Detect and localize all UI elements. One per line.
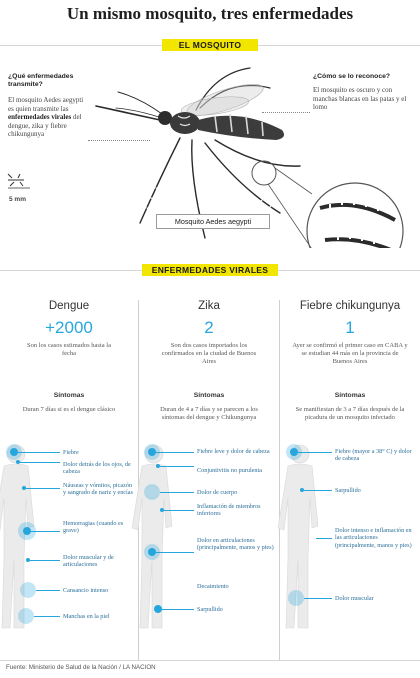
symptom-label: Sarpullido: [197, 606, 223, 613]
symptom-label: Dolor en articulaciones (principalmente, manos y pies): [197, 537, 274, 552]
symptom-marker-halo: [144, 484, 160, 500]
dengue-symptoms-description: Duran 7 días si es el dengue clásico: [22, 406, 116, 413]
proboscis: [96, 106, 160, 120]
symptom-label: Hemorragias (cuando es grave): [63, 520, 124, 535]
chikungunya-title: Fiebre chikungunya: [299, 300, 401, 312]
leader-line: [34, 616, 60, 617]
antenna: [118, 92, 162, 114]
symptom-label: Dolor muscular: [335, 595, 374, 602]
mosquito-thorax: [170, 112, 200, 134]
symptom-label: Dolor intenso e inflamación en las articulaciones (principalmente, manos y pies): [335, 527, 412, 549]
leader-line: [164, 510, 194, 511]
symptom-marker: [23, 527, 31, 535]
leader-line: [304, 598, 332, 599]
symptom-label: Manchas en la piel: [63, 613, 110, 620]
symptom-marker: [154, 605, 162, 613]
leader-line: [160, 466, 194, 467]
mosquito-head: [158, 111, 172, 125]
zoom-source-circle: [252, 161, 276, 185]
chikungunya-case-count: 1: [345, 318, 355, 337]
source-note: Fuente: Ministerio de Salud de la Nación / LA NACION: [6, 664, 156, 671]
symptom-marker: [148, 548, 156, 556]
symptom-marker-halo: [18, 608, 34, 624]
symptom-label: Conjuntivitis no purulenta: [197, 467, 262, 474]
leader-line: [156, 452, 194, 453]
symptom-marker: [290, 448, 298, 456]
scale-label: 5 mm: [9, 196, 26, 203]
leader-line: [298, 452, 332, 453]
leader-line: [18, 452, 60, 453]
mosquito-abdomen: [198, 116, 284, 140]
leader-line: [160, 492, 194, 493]
symptom-label: Fiebre (mayor a 38° C) y dolor de cabeza: [335, 448, 412, 463]
symptom-label: Sarpullido: [335, 487, 361, 494]
body-silhouette-zika: [132, 445, 172, 628]
symptom-label: Fiebre leve y dolor de cabeza: [197, 448, 270, 455]
dengue-description: Son los casos estimados hasta la fecha: [27, 342, 111, 357]
leader-line: [36, 590, 60, 591]
dengue-case-count: +2000: [45, 318, 93, 337]
leg: [140, 138, 180, 223]
symptom-label: Dolor de cuerpo: [197, 489, 238, 496]
symptom-label: Dolor detrás de los ojos, de cabeza: [63, 461, 131, 476]
zika-symptoms-heading: Síntomas: [193, 392, 225, 399]
left-description: El mosquito Aedes aegypti es quien transmite las enfermedades virales del dengue, zika y fiebre chikungunya: [8, 96, 84, 139]
zika-case-count: 2: [204, 318, 214, 337]
right-question: ¿Cómo se lo reconoce?: [313, 73, 391, 80]
dengue-symptoms-heading: Síntomas: [53, 392, 85, 399]
leader-line: [31, 531, 60, 532]
symptom-label: Cansancio intenso: [63, 587, 109, 594]
mosquito-banner: EL MOSQUITO: [162, 39, 258, 51]
zika-symptoms-description: Duran de 4 a 7 días y se parecen a los síntomas del dengue y Chikungunya: [160, 406, 258, 421]
right-description: El mosquito es oscuro y con manchas blancas en las patas y el lomo: [313, 86, 407, 112]
scale-mosquito: [8, 174, 24, 186]
symptom-label: Dolor muscular y de articulaciones: [63, 554, 114, 569]
leg: [215, 140, 300, 166]
leader-line: [156, 552, 194, 553]
symptom-label: Náuseas y vómitos, picazón y sangrado de nariz y encías: [63, 482, 133, 497]
dengue-title: Dengue: [48, 300, 90, 312]
symptom-marker: [10, 448, 18, 456]
chikungunya-symptoms-heading: Síntomas: [334, 392, 366, 399]
leader-line: [162, 609, 194, 610]
symptom-marker-halo: [20, 582, 36, 598]
symptom-marker-halo: [288, 590, 304, 606]
leader-line: [304, 490, 332, 491]
leader-line: [20, 462, 60, 463]
diseases-banner: ENFERMEDADES VIRALES: [142, 264, 278, 276]
symptom-marker: [148, 448, 156, 456]
divider: [0, 660, 420, 661]
image-caption: Mosquito Aedes aegypti: [156, 214, 270, 229]
leg: [205, 143, 280, 213]
chikungunya-description: Ayer se confirmó el primer caso en CABA y se estudian 44 más en la provincia de Buenos Aires: [292, 342, 408, 365]
symptom-label: Decaimiento: [197, 583, 229, 590]
leader-line: [30, 560, 60, 561]
left-question: ¿Qué enfermedades transmite?: [8, 73, 74, 88]
chikungunya-symptoms-description: Se manifiestan de 3 a 7 días después de la picadura de un mosquito infectado: [295, 406, 405, 421]
page-title: Un mismo mosquito, tres enfermedades: [66, 4, 354, 23]
leader-line: [316, 538, 332, 539]
leader-line: [26, 488, 60, 489]
symptom-label: Inflamación de miembros inferiores: [197, 503, 261, 518]
symptom-label: Fiebre: [63, 449, 79, 456]
zika-title: Zika: [198, 300, 220, 312]
zika-description: Son dos casos importados los confirmados en la ciudad de Buenos Aires: [161, 342, 257, 365]
